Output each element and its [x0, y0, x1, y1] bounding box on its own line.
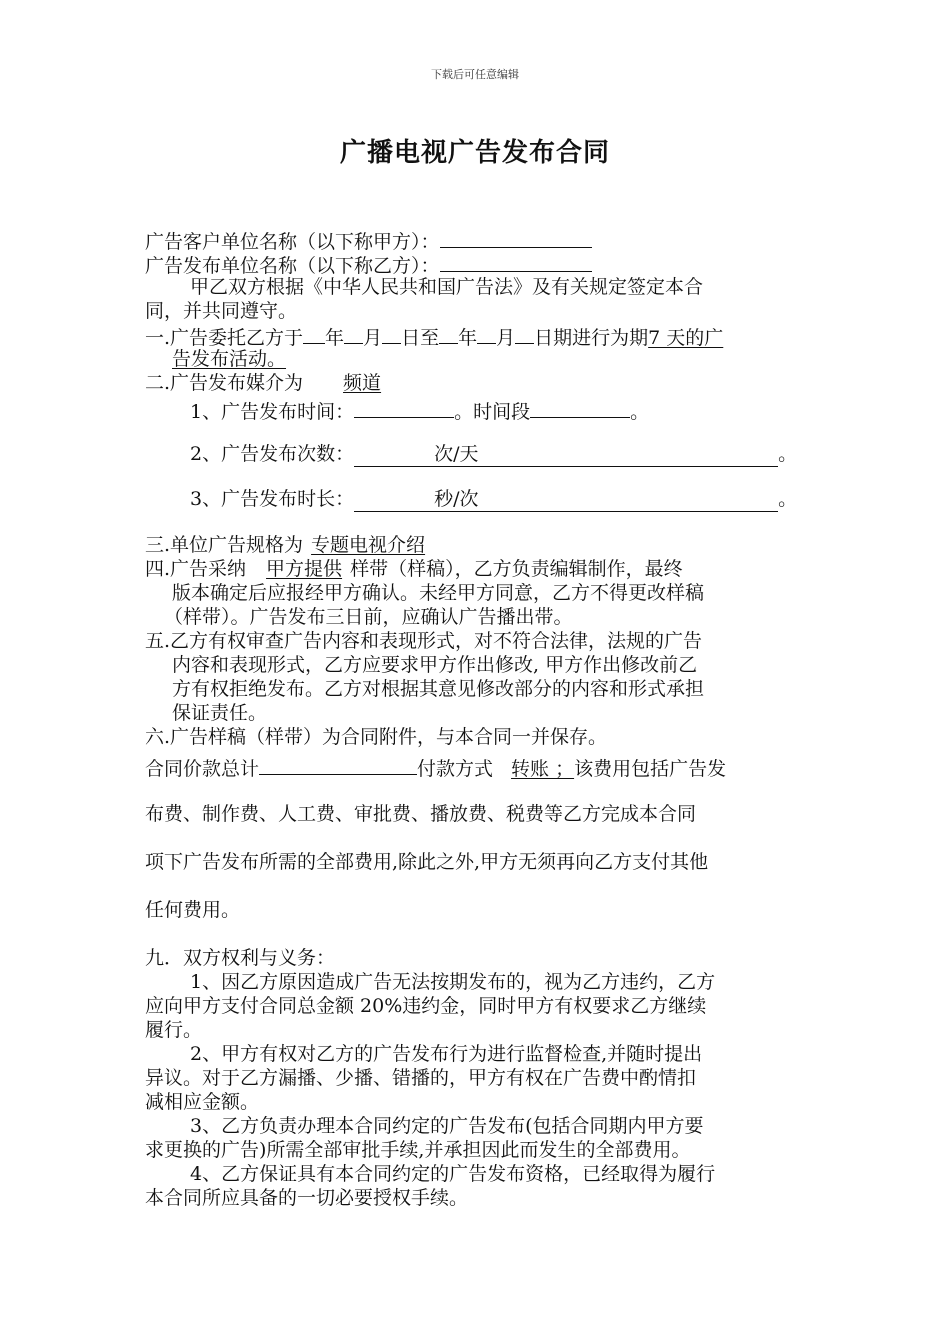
item-2-frequency: 2、广告发布次数： 次/天 。 — [190, 443, 798, 465]
section-2: 二.广告发布媒介为 频道 — [145, 372, 382, 394]
section-5-line-2: 内容和表现形式，乙方应要求甲方作出修改, 甲方作出修改前乙 — [172, 654, 698, 676]
payment-method: 转账 ； — [511, 758, 575, 780]
preamble-line-1: 甲乙双方根据《中华人民共和国广告法》及有关规定签定本合 — [190, 276, 704, 298]
section-9-heading: 九．双方权利与义务： — [145, 947, 336, 969]
campaign-duration: 7 天的广 — [648, 327, 724, 349]
price-line-4: 任何费用。 — [145, 899, 241, 921]
publisher-label: 广告发布单位名称（以下称乙方）： — [145, 255, 440, 277]
price-line-3: 项下广告发布所需的全部费用,除此之外,甲方无须再向乙方支付其他 — [145, 851, 709, 873]
clause-3-line-1: 3、乙方负责办理本合同约定的广告发布(包括合同期内甲方要 — [190, 1115, 704, 1137]
section-4-line-2: 版本确定后应报经甲方确认。未经甲方同意，乙方不得更改样稿 — [172, 582, 705, 604]
clause-2-line-1: 2、甲方有权对乙方的广告发布行为进行监督检查,并随时提出 — [190, 1043, 703, 1065]
page-header: 下载后可任意编辑 — [431, 68, 519, 81]
section-4-line-3: （样带）。广告发布三日前，应确认广告播出带。 — [164, 606, 573, 628]
client-label: 广告客户单位名称（以下称甲方）： — [145, 231, 440, 253]
section-5-line-3: 方有权拒绝发布。乙方对根据其意见修改部分的内容和形式承担 — [172, 678, 705, 700]
item-1-time: 1、广告发布时间： 。时间段 。 — [190, 397, 649, 424]
clause-2-line-2: 异议。对于乙方漏播、少播、错播的，甲方有权在广告费中酌情扣 — [145, 1067, 697, 1089]
publisher-line — [145, 251, 592, 278]
media-channel: 频道 — [343, 372, 382, 394]
clause-1-line-2: 应向甲方支付合同总金额 20%违约金，同时甲方有权要求乙方继续 — [145, 995, 707, 1017]
section-4-line-1: 四.广告采纳 甲方提供 样带（样稿），乙方负责编辑制作，最终 — [145, 558, 683, 580]
clause-4-line-1: 4、乙方保证具有本合同约定的广告发布资格，已经取得为履行 — [190, 1163, 716, 1185]
publisher-blank — [440, 251, 592, 272]
section-5-line-4: 保证责任。 — [172, 702, 268, 724]
clause-3-line-2: 求更换的广告)所需全部审批手续,并承担因此而发生的全部费用。 — [145, 1139, 691, 1161]
clause-1-line-3: 履行。 — [145, 1019, 203, 1041]
clause-4-line-2: 本合同所应具备的一切必要授权手续。 — [145, 1187, 469, 1209]
client-blank — [440, 227, 592, 248]
section-3: 三.单位广告规格为 专题电视介绍 — [145, 534, 426, 556]
item-3-duration: 3、广告发布时长： 秒/次 。 — [190, 488, 798, 510]
clause-2-line-3: 减相应金额。 — [145, 1091, 260, 1113]
section-1-line-1: 一.广告委托乙方于 年 月 日至 年 月 日期进行为期7 天的广 — [145, 323, 723, 350]
price-line-1: 合同价款总计 付款方式 转账 ；该费用包括广告发 — [145, 754, 726, 781]
ad-spec: 专题电视介绍 — [311, 534, 426, 556]
price-line-2: 布费、制作费、人工费、审批费、播放费、税费等乙方完成本合同 — [145, 803, 697, 825]
section-5-line-1: 五.乙方有权审查广告内容和表现形式，对不符合法律，法规的广告 — [145, 630, 703, 652]
preamble-line-2: 同，并共同遵守。 — [145, 300, 298, 322]
material-source: 甲方提供 — [266, 558, 343, 580]
clause-1-line-1: 1、因乙方原因造成广告无法按期发布的，视为乙方违约，乙方 — [190, 971, 716, 993]
section-1-line-2: 告发布活动。 — [172, 348, 287, 370]
client-line — [145, 227, 592, 254]
section-6: 六.广告样稿（样带）为合同附件，与本合同一并保存。 — [145, 726, 608, 748]
document-title: 广播电视广告发布合同 — [339, 138, 610, 168]
price-blank — [259, 754, 417, 775]
